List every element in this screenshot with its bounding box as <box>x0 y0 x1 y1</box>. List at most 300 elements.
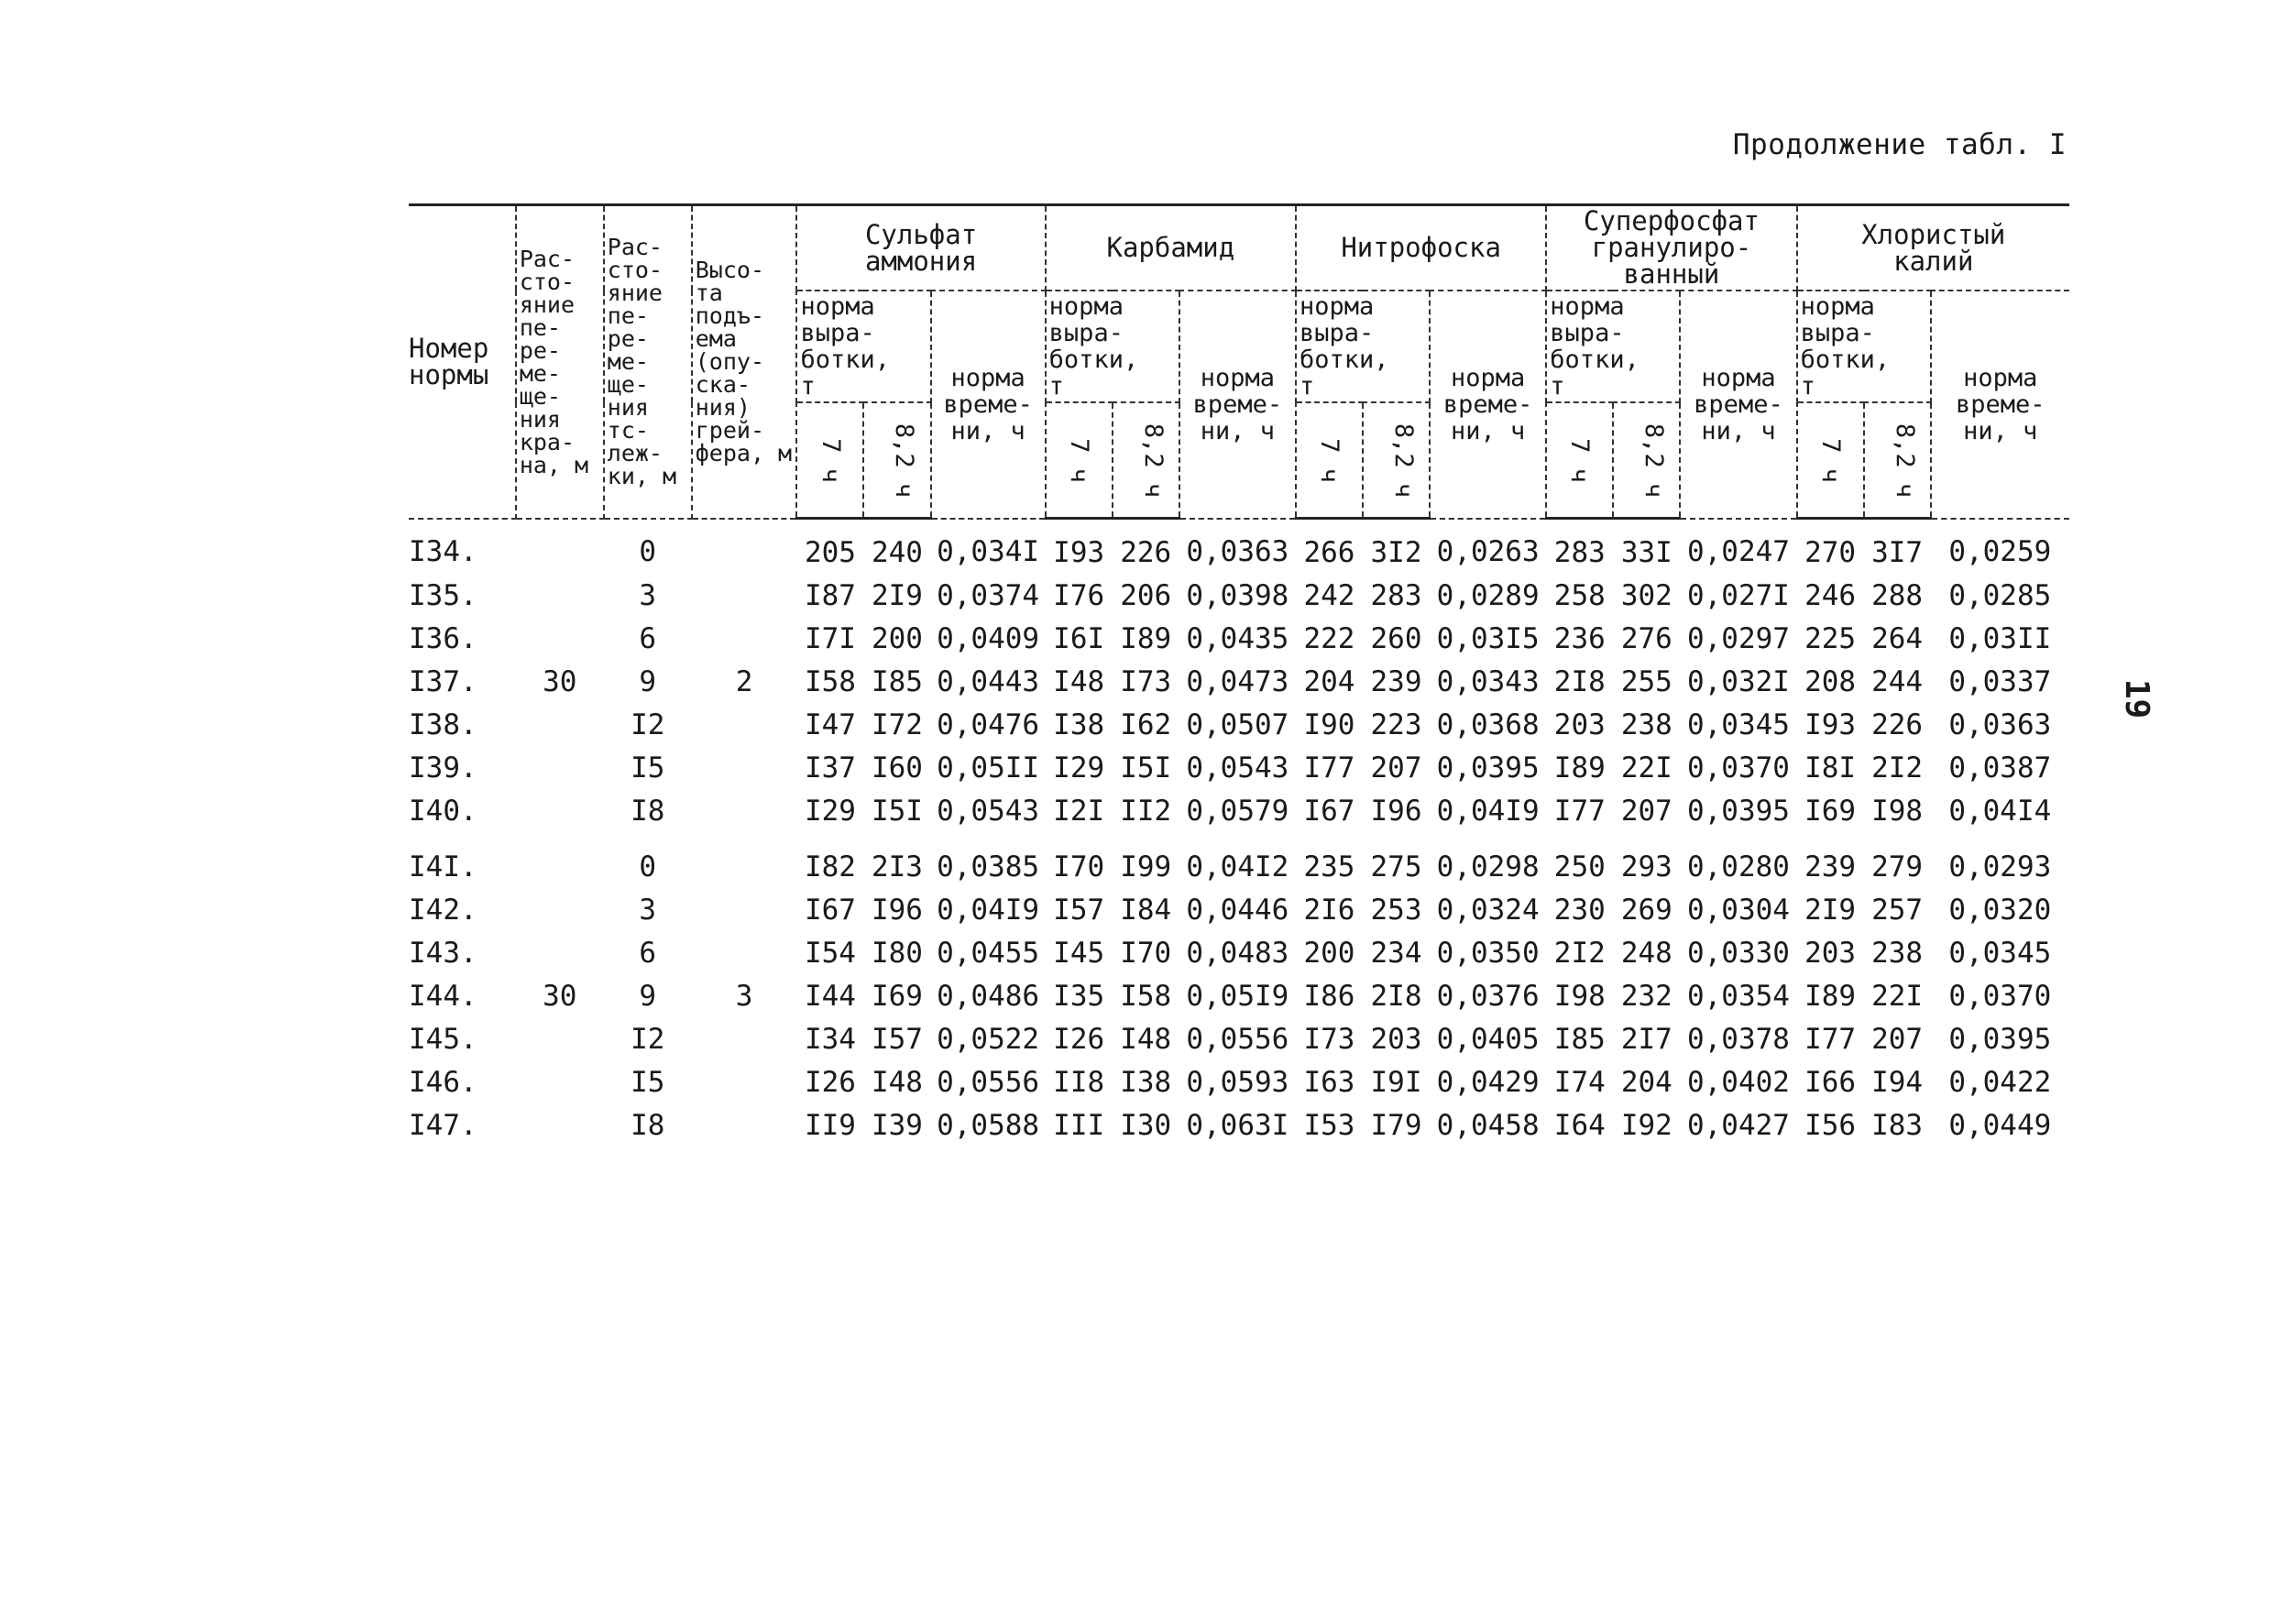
output-norm-cell: I26 <box>804 1065 856 1099</box>
output-norm-cell: 222 <box>1303 621 1355 655</box>
output-norm-cell: 226 <box>1871 708 1924 741</box>
output-norm-cell: 2I9 <box>1804 893 1857 927</box>
norms-table <box>409 203 2069 1147</box>
transfer-distance-cell <box>516 1103 604 1147</box>
time-norm-cell: 0,0298 <box>1436 850 1540 883</box>
output-norm-cell: 3I2 <box>1370 535 1422 569</box>
header-output-norm: норма выра- ботки, т <box>796 291 930 402</box>
output-norm-cell: I73 <box>1303 1022 1355 1056</box>
output-norm-cell: 239 <box>1370 664 1422 698</box>
norm-number-cell: I47. <box>409 1108 477 1142</box>
output-norm-cell: 2I2 <box>1553 936 1606 970</box>
lift-height-cell <box>692 1060 797 1103</box>
output-norm-cell: 2I2 <box>1871 751 1924 785</box>
time-norm-cell: 0,04I9 <box>1436 794 1540 828</box>
shift-distance-cell: 6 <box>639 621 657 655</box>
table-row <box>409 746 2069 789</box>
header-output-norm: норма выра- ботки, т <box>1546 291 1680 402</box>
output-norm-cell: 270 <box>1804 535 1857 569</box>
header-shift-8-2h: 8,2 ч <box>1864 402 1931 519</box>
output-norm-cell: I66 <box>1804 1065 1857 1099</box>
output-norm-cell: 269 <box>1620 893 1672 927</box>
time-norm-cell: 0,0405 <box>1436 1022 1540 1056</box>
lift-height-cell: 3 <box>735 979 753 1013</box>
output-norm-cell: 234 <box>1370 936 1422 970</box>
time-norm-cell: 0,0395 <box>1686 794 1790 828</box>
time-norm-cell: 0,0435 <box>1186 621 1289 655</box>
output-norm-cell: 200 <box>871 621 923 655</box>
transfer-distance-cell <box>516 1060 604 1103</box>
time-norm-cell: 0,0486 <box>937 979 1040 1013</box>
time-norm-cell: 0,04I2 <box>1186 850 1289 883</box>
output-norm-cell: I93 <box>1804 708 1857 741</box>
output-norm-cell: I77 <box>1804 1022 1857 1056</box>
output-norm-cell: I48 <box>1053 664 1105 698</box>
norm-number-cell: I45. <box>409 1022 477 1056</box>
output-norm-cell: I77 <box>1553 794 1606 828</box>
transfer-distance-cell <box>516 519 604 575</box>
table-row <box>409 519 2069 575</box>
output-norm-cell: I85 <box>1553 1022 1606 1056</box>
output-norm-cell: 302 <box>1620 578 1672 612</box>
output-norm-cell: I96 <box>871 893 923 927</box>
lift-height-cell <box>692 789 797 832</box>
output-norm-cell: 260 <box>1370 621 1422 655</box>
output-norm-cell: I9I <box>1370 1065 1422 1099</box>
output-norm-cell: II9 <box>804 1108 856 1142</box>
output-norm-cell: I44 <box>804 979 856 1013</box>
time-norm-cell: 0,0522 <box>937 1022 1040 1056</box>
output-norm-cell: 288 <box>1871 578 1924 612</box>
output-norm-cell: 208 <box>1804 664 1857 698</box>
time-norm-cell: 0,0259 <box>1948 535 2052 569</box>
output-norm-cell: I89 <box>1553 751 1606 785</box>
table-row <box>409 660 2069 703</box>
header-row-number: Номер нормы <box>409 205 516 519</box>
header-group-carbamide: Карбамид <box>1046 205 1296 291</box>
output-norm-cell: I30 <box>1120 1108 1172 1142</box>
output-norm-cell: I47 <box>804 708 856 741</box>
lift-height-cell <box>692 617 797 660</box>
transfer-distance-cell <box>516 888 604 931</box>
table-body-group-lift-2 <box>409 519 2069 833</box>
time-norm-cell: 0,0289 <box>1436 578 1540 612</box>
header-time-norm: норма време- ни, ч <box>1680 291 1796 519</box>
output-norm-cell: I54 <box>804 936 856 970</box>
time-norm-cell: 0,0247 <box>1686 535 1790 569</box>
output-norm-cell: 240 <box>871 535 923 569</box>
time-norm-cell: 0,0458 <box>1436 1108 1540 1142</box>
output-norm-cell: 225 <box>1804 621 1857 655</box>
output-norm-cell: 255 <box>1620 664 1672 698</box>
lift-height-cell <box>692 1017 797 1060</box>
header-shift-7h: 7 ч <box>1546 402 1613 519</box>
output-norm-cell: 232 <box>1620 979 1672 1013</box>
output-norm-cell: I85 <box>871 664 923 698</box>
time-norm-cell: 0,0370 <box>1948 979 2052 1013</box>
output-norm-cell: I53 <box>1303 1108 1355 1142</box>
time-norm-cell: 0,0320 <box>1948 893 2052 927</box>
norm-number-cell: I46. <box>409 1065 477 1099</box>
output-norm-cell: I74 <box>1553 1065 1606 1099</box>
time-norm-cell: 0,0345 <box>1948 936 2052 970</box>
shift-distance-cell: 0 <box>639 535 657 569</box>
header-group-ammonium-sulfate: Сульфат аммония <box>796 205 1045 291</box>
output-norm-cell: I29 <box>804 794 856 828</box>
time-norm-cell: 0,04I4 <box>1948 794 2052 828</box>
norm-number-cell: I43. <box>409 936 477 970</box>
output-norm-cell: I70 <box>1053 850 1105 883</box>
time-norm-cell: 0,0429 <box>1436 1065 1540 1099</box>
header-time-norm: норма време- ни, ч <box>1179 291 1296 519</box>
output-norm-cell: 248 <box>1620 936 1672 970</box>
output-norm-cell: I69 <box>871 979 923 1013</box>
output-norm-cell: I77 <box>1303 751 1355 785</box>
output-norm-cell: I90 <box>1303 708 1355 741</box>
output-norm-cell: I26 <box>1053 1022 1105 1056</box>
header-group-superphosphate: Суперфосфат гранулиро- ванный <box>1546 205 1796 291</box>
output-norm-cell: 22I <box>1620 751 1672 785</box>
output-norm-cell: 279 <box>1871 850 1924 883</box>
time-norm-cell: 0,0395 <box>1436 751 1540 785</box>
output-norm-cell: 206 <box>1120 578 1172 612</box>
output-norm-cell: I89 <box>1804 979 1857 1013</box>
table-row <box>409 888 2069 931</box>
output-norm-cell: I37 <box>804 751 856 785</box>
time-norm-cell: 0,063I <box>1186 1108 1289 1142</box>
output-norm-cell: 207 <box>1370 751 1422 785</box>
shift-distance-cell: 3 <box>639 578 657 612</box>
time-norm-cell: 0,0455 <box>937 936 1040 970</box>
output-norm-cell: 283 <box>1370 578 1422 612</box>
time-norm-cell: 0,0324 <box>1436 893 1540 927</box>
time-norm-cell: 0,0409 <box>937 621 1040 655</box>
time-norm-cell: 0,0476 <box>937 708 1040 741</box>
time-norm-cell: 0,0422 <box>1948 1065 2052 1099</box>
output-norm-cell: III <box>1053 1108 1105 1142</box>
table-row <box>409 574 2069 617</box>
table-row <box>409 974 2069 1017</box>
output-norm-cell: I72 <box>871 708 923 741</box>
output-norm-cell: I70 <box>1120 936 1172 970</box>
lift-height-cell <box>692 832 797 888</box>
output-norm-cell: I38 <box>1120 1065 1172 1099</box>
output-norm-cell: I84 <box>1120 893 1172 927</box>
transfer-distance-cell <box>516 1017 604 1060</box>
time-norm-cell: 0,0449 <box>1948 1108 2052 1142</box>
time-norm-cell: 0,0588 <box>937 1108 1040 1142</box>
time-norm-cell: 0,0385 <box>937 850 1040 883</box>
output-norm-cell: 207 <box>1620 794 1672 828</box>
transfer-distance-cell <box>516 746 604 789</box>
output-norm-cell: I2I <box>1053 794 1105 828</box>
output-norm-cell: 203 <box>1553 708 1606 741</box>
header-shift-distance: Рас- сто- яние пе- ре- ме- ще- ния тс- леж- ки, м <box>604 205 692 519</box>
shift-distance-cell: I2 <box>631 708 665 741</box>
table-body-group-lift-3 <box>409 832 2069 1147</box>
lift-height-cell <box>692 1103 797 1147</box>
norm-number-cell: I39. <box>409 751 477 785</box>
output-norm-cell: I29 <box>1053 751 1105 785</box>
time-norm-cell: 0,0579 <box>1186 794 1289 828</box>
output-norm-cell: 253 <box>1370 893 1422 927</box>
output-norm-cell: I60 <box>871 751 923 785</box>
table-caption: Продолжение табл. I <box>1732 128 2067 161</box>
output-norm-cell: I92 <box>1620 1108 1672 1142</box>
output-norm-cell: I35 <box>1053 979 1105 1013</box>
norm-number-cell: I36. <box>409 621 477 655</box>
transfer-distance-cell: 30 <box>543 664 577 698</box>
time-norm-cell: 0,0345 <box>1686 708 1790 741</box>
time-norm-cell: 0,0387 <box>1948 751 2052 785</box>
output-norm-cell: 250 <box>1553 850 1606 883</box>
time-norm-cell: 0,0395 <box>1948 1022 2052 1056</box>
output-norm-cell: 2I9 <box>871 578 923 612</box>
output-norm-cell: 246 <box>1804 578 1857 612</box>
output-norm-cell: 239 <box>1804 850 1857 883</box>
header-shift-8-2h: 8,2 ч <box>1113 402 1179 519</box>
lift-height-cell <box>692 574 797 617</box>
shift-distance-cell: 3 <box>639 893 657 927</box>
time-norm-cell: 0,0363 <box>1948 708 2052 741</box>
time-norm-cell: 0,0446 <box>1186 893 1289 927</box>
header-shift-8-2h: 8,2 ч <box>863 402 930 519</box>
output-norm-cell: I48 <box>871 1065 923 1099</box>
output-norm-cell: I34 <box>804 1022 856 1056</box>
header-lift-height: Высо- та подъ- ема (опу- ска- ния) грей- фера, м <box>692 205 797 519</box>
table-row <box>409 931 2069 974</box>
transfer-distance-cell <box>516 789 604 832</box>
output-norm-cell: 242 <box>1303 578 1355 612</box>
norm-number-cell: I4I. <box>409 850 477 883</box>
time-norm-cell: 0,0374 <box>937 578 1040 612</box>
output-norm-cell: I69 <box>1804 794 1857 828</box>
time-norm-cell: 0,0507 <box>1186 708 1289 741</box>
lift-height-cell <box>692 746 797 789</box>
time-norm-cell: 0,0343 <box>1436 664 1540 698</box>
lift-height-cell <box>692 888 797 931</box>
output-norm-cell: 258 <box>1553 578 1606 612</box>
time-norm-cell: 0,0285 <box>1948 578 2052 612</box>
output-norm-cell: II8 <box>1053 1065 1105 1099</box>
time-norm-cell: 0,03I5 <box>1436 621 1540 655</box>
time-norm-cell: 0,0543 <box>937 794 1040 828</box>
time-norm-cell: 0,0304 <box>1686 893 1790 927</box>
table-row <box>409 789 2069 832</box>
norm-number-cell: I40. <box>409 794 477 828</box>
shift-distance-cell: 9 <box>639 664 657 698</box>
output-norm-cell: I7I <box>804 621 856 655</box>
output-norm-cell: I83 <box>1871 1108 1924 1142</box>
output-norm-cell: I64 <box>1553 1108 1606 1142</box>
output-norm-cell: 204 <box>1620 1065 1672 1099</box>
time-norm-cell: 0,0370 <box>1686 751 1790 785</box>
lift-height-cell <box>692 703 797 746</box>
table-row <box>409 832 2069 888</box>
output-norm-cell: 238 <box>1620 708 1672 741</box>
output-norm-cell: I39 <box>871 1108 923 1142</box>
header-transfer-distance: Рас- сто- яние пе- ре- ме- ще- ния кра- на, м <box>516 205 604 519</box>
output-norm-cell: 266 <box>1303 535 1355 569</box>
time-norm-cell: 0,0556 <box>937 1065 1040 1099</box>
transfer-distance-cell <box>516 617 604 660</box>
output-norm-cell: 203 <box>1804 936 1857 970</box>
norm-number-cell: I34. <box>409 535 477 569</box>
output-norm-cell: 283 <box>1553 535 1606 569</box>
shift-distance-cell: I2 <box>631 1022 665 1056</box>
transfer-distance-cell <box>516 574 604 617</box>
output-norm-cell: I63 <box>1303 1065 1355 1099</box>
output-norm-cell: I87 <box>804 578 856 612</box>
output-norm-cell: I79 <box>1370 1108 1422 1142</box>
header-group-nitrophoska: Нитрофоска <box>1296 205 1546 291</box>
transfer-distance-cell <box>516 703 604 746</box>
output-norm-cell: I73 <box>1120 664 1172 698</box>
output-norm-cell: 235 <box>1303 850 1355 883</box>
output-norm-cell: 2I8 <box>1370 979 1422 1013</box>
shift-distance-cell: I8 <box>631 1108 665 1142</box>
time-norm-cell: 0,0443 <box>937 664 1040 698</box>
output-norm-cell: 257 <box>1871 893 1924 927</box>
transfer-distance-cell: 30 <box>543 979 577 1013</box>
output-norm-cell: I99 <box>1120 850 1172 883</box>
output-norm-cell: 275 <box>1370 850 1422 883</box>
time-norm-cell: 0,0280 <box>1686 850 1790 883</box>
lift-height-cell <box>692 931 797 974</box>
time-norm-cell: 0,05II <box>937 751 1040 785</box>
table-row <box>409 1103 2069 1147</box>
header-output-norm: норма выра- ботки, т <box>1296 291 1430 402</box>
output-norm-cell: I45 <box>1053 936 1105 970</box>
header-time-norm: норма време- ни, ч <box>1430 291 1546 519</box>
time-norm-cell: 0,027I <box>1686 578 1790 612</box>
output-norm-cell: 276 <box>1620 621 1672 655</box>
time-norm-cell: 0,0376 <box>1436 979 1540 1013</box>
output-norm-cell: 204 <box>1303 664 1355 698</box>
output-norm-cell: I82 <box>804 850 856 883</box>
time-norm-cell: 0,0350 <box>1436 936 1540 970</box>
output-norm-cell: I5I <box>1120 751 1172 785</box>
output-norm-cell: 205 <box>804 535 856 569</box>
output-norm-cell: I6I <box>1053 621 1105 655</box>
output-norm-cell: 238 <box>1871 936 1924 970</box>
page-number: 19 <box>2118 678 2156 719</box>
shift-distance-cell: I5 <box>631 751 665 785</box>
output-norm-cell: I57 <box>871 1022 923 1056</box>
header-shift-7h: 7 ч <box>1296 402 1363 519</box>
time-norm-cell: 0,0556 <box>1186 1022 1289 1056</box>
time-norm-cell: 0,0398 <box>1186 578 1289 612</box>
norm-number-cell: I35. <box>409 578 477 612</box>
output-norm-cell: I48 <box>1120 1022 1172 1056</box>
output-norm-cell: 203 <box>1370 1022 1422 1056</box>
header-shift-7h: 7 ч <box>1046 402 1113 519</box>
output-norm-cell: 223 <box>1370 708 1422 741</box>
norm-number-cell: I42. <box>409 893 477 927</box>
time-norm-cell: 0,0593 <box>1186 1065 1289 1099</box>
output-norm-cell: I58 <box>1120 979 1172 1013</box>
shift-distance-cell: 0 <box>639 850 657 883</box>
shift-distance-cell: I5 <box>631 1065 665 1099</box>
shift-distance-cell: 6 <box>639 936 657 970</box>
output-norm-cell: I58 <box>804 664 856 698</box>
header-shift-8-2h: 8,2 ч <box>1613 402 1680 519</box>
header-shift-7h: 7 ч <box>1797 402 1864 519</box>
header-output-norm: норма выра- ботки, т <box>1046 291 1179 402</box>
norm-number-cell: I38. <box>409 708 477 741</box>
output-norm-cell: 207 <box>1871 1022 1924 1056</box>
output-norm-cell: I8I <box>1804 751 1857 785</box>
time-norm-cell: 0,034I <box>937 535 1040 569</box>
output-norm-cell: I67 <box>804 893 856 927</box>
output-norm-cell: I98 <box>1871 794 1924 828</box>
output-norm-cell: I89 <box>1120 621 1172 655</box>
output-norm-cell: I98 <box>1553 979 1606 1013</box>
header-time-norm: норма време- ни, ч <box>931 291 1046 519</box>
output-norm-cell: I62 <box>1120 708 1172 741</box>
table-row <box>409 703 2069 746</box>
table-header <box>409 205 2069 519</box>
output-norm-cell: I93 <box>1053 535 1105 569</box>
output-norm-cell: I96 <box>1370 794 1422 828</box>
output-norm-cell: I80 <box>871 936 923 970</box>
output-norm-cell: 293 <box>1620 850 1672 883</box>
output-norm-cell: 2I8 <box>1553 664 1606 698</box>
time-norm-cell: 0,0293 <box>1948 850 2052 883</box>
output-norm-cell: 22I <box>1871 979 1924 1013</box>
output-norm-cell: I56 <box>1804 1108 1857 1142</box>
time-norm-cell: 0,0263 <box>1436 535 1540 569</box>
time-norm-cell: 0,0378 <box>1686 1022 1790 1056</box>
table-row <box>409 617 2069 660</box>
norm-number-cell: I44. <box>409 979 477 1013</box>
time-norm-cell: 0,0330 <box>1686 936 1790 970</box>
shift-distance-cell: 9 <box>639 979 657 1013</box>
time-norm-cell: 0,0473 <box>1186 664 1289 698</box>
output-norm-cell: 2I3 <box>871 850 923 883</box>
time-norm-cell: 0,04I9 <box>937 893 1040 927</box>
lift-height-cell <box>692 519 797 575</box>
output-norm-cell: 230 <box>1553 893 1606 927</box>
output-norm-cell: 200 <box>1303 936 1355 970</box>
output-norm-cell: 244 <box>1871 664 1924 698</box>
time-norm-cell: 0,0368 <box>1436 708 1540 741</box>
shift-distance-cell: I8 <box>631 794 665 828</box>
transfer-distance-cell <box>516 931 604 974</box>
time-norm-cell: 0,0402 <box>1686 1065 1790 1099</box>
output-norm-cell: I57 <box>1053 893 1105 927</box>
header-shift-7h: 7 ч <box>796 402 863 519</box>
header-group-potassium-chloride: Хлористый калий <box>1797 205 2069 291</box>
header-output-norm: норма выра- ботки, т <box>1797 291 1931 402</box>
output-norm-cell: I5I <box>871 794 923 828</box>
header-shift-8-2h: 8,2 ч <box>1363 402 1430 519</box>
output-norm-cell: 264 <box>1871 621 1924 655</box>
output-norm-cell: 2I6 <box>1303 893 1355 927</box>
time-norm-cell: 0,032I <box>1686 664 1790 698</box>
output-norm-cell: I76 <box>1053 578 1105 612</box>
table-row <box>409 1060 2069 1103</box>
output-norm-cell: 226 <box>1120 535 1172 569</box>
output-norm-cell: 2I7 <box>1620 1022 1672 1056</box>
output-norm-cell: I86 <box>1303 979 1355 1013</box>
time-norm-cell: 0,0354 <box>1686 979 1790 1013</box>
header-time-norm: норма време- ни, ч <box>1931 291 2069 519</box>
output-norm-cell: I38 <box>1053 708 1105 741</box>
time-norm-cell: 0,0297 <box>1686 621 1790 655</box>
output-norm-cell: II2 <box>1120 794 1172 828</box>
time-norm-cell: 0,0337 <box>1948 664 2052 698</box>
